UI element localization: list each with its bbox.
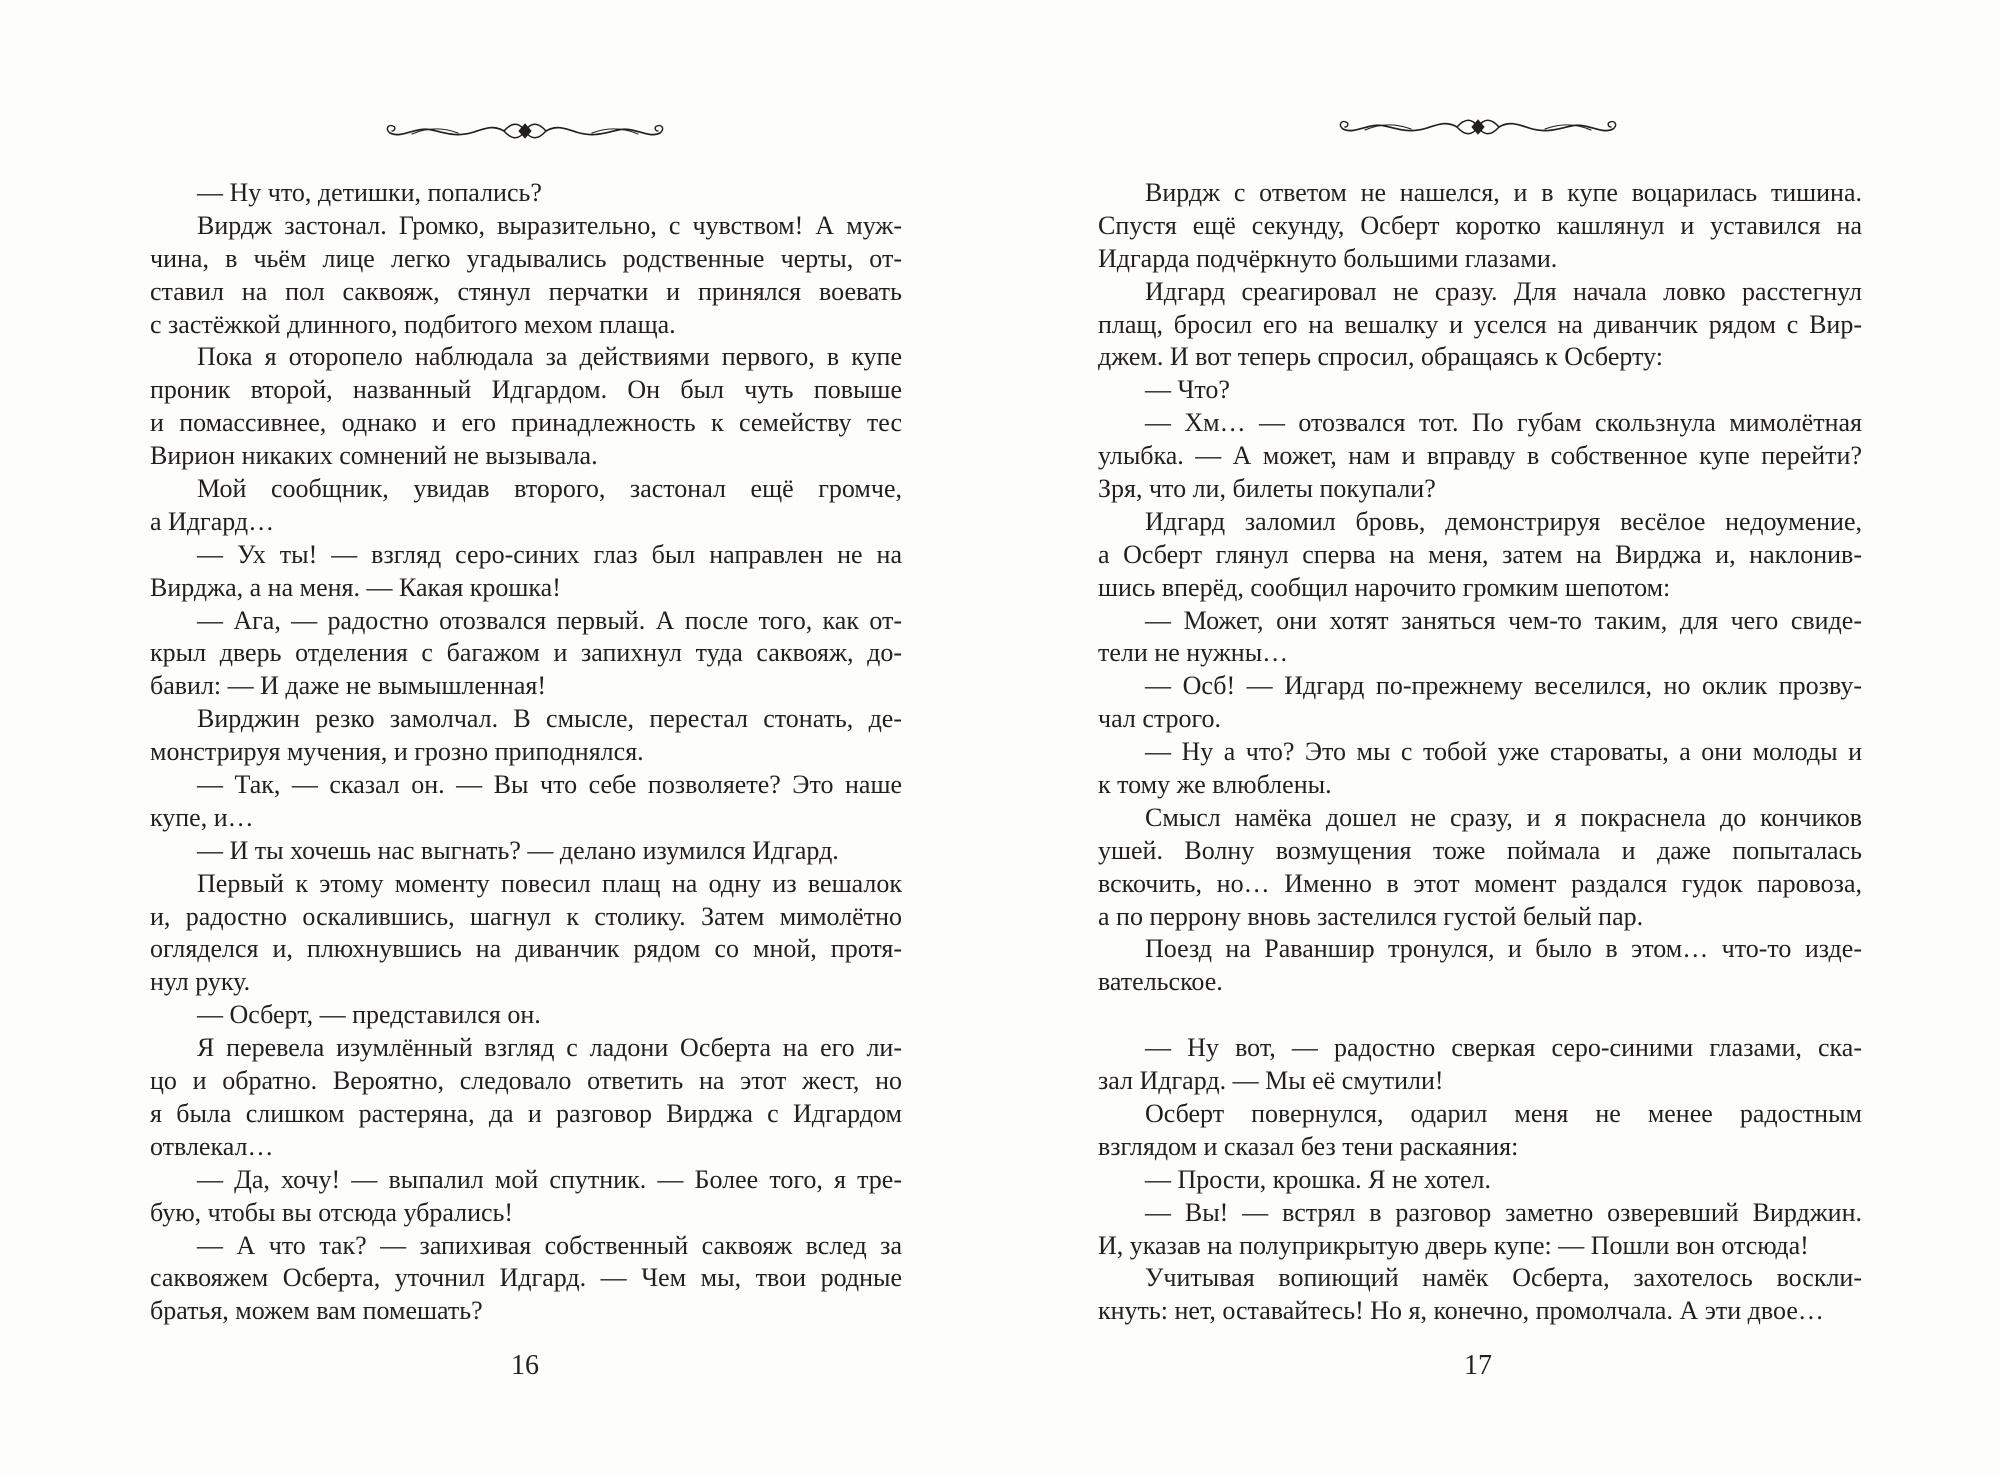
text-line: и, радостно оскалившись, шагнул к столику. Затем мимолётно: [150, 901, 902, 931]
paragraph: [1098, 1032, 1862, 1098]
paragraph: [150, 835, 902, 868]
text-line: Идгард среагировал не сразу. Для начала ловко расстегнул: [1145, 276, 1862, 306]
text-line: Осберт повернулся, одарил меня не менее радостным: [1145, 1098, 1862, 1128]
text-line: улыбка. — А может, нам и вправду в собственное купе перейти?: [1098, 441, 1862, 471]
text-line: шись вперёд, сообщил нарочито громким шепотом:: [1098, 572, 1671, 602]
paragraph: [1098, 177, 1862, 276]
ornament-divider: [380, 116, 670, 146]
text-line: кнуть: нет, оставайтесь! Но я, конечно, промолчала. А эти двое…: [1098, 1296, 1824, 1326]
text-line: — Ух ты! — взгляд серо-синих глаз был направлен не на: [197, 539, 902, 569]
text-line: бавил: — И даже не вымышленная!: [150, 671, 547, 701]
text-line: монстрируя мучения, и грозно приподнялся.: [150, 737, 644, 767]
paragraph: [1098, 670, 1862, 736]
text-line: с застёжкой длинного, подбитого мехом плаща.: [150, 309, 676, 339]
text-line: — Хм… — отозвался тот. По губам скользнула мимолётная: [1145, 408, 1862, 438]
paragraph: [150, 1230, 902, 1329]
paragraph: [150, 703, 902, 769]
text-line: а Осберт глянул сперва на меня, затем на Вирджа и, наклонив-: [1098, 539, 1862, 569]
text-line: джем. И вот теперь спросил, обращаясь к Осберту:: [1098, 342, 1663, 372]
text-line: — Ну что, детишки, попались?: [197, 178, 542, 207]
text-line: Учитывая вопиющий намёк Осберта, захотелось воскли-: [1145, 1263, 1862, 1293]
ornament-right-curl: [655, 126, 662, 133]
paragraph: [150, 1164, 902, 1230]
text-line: — И ты хочешь нас выгнать? — делано изумился Идгард.: [197, 835, 839, 865]
paragraph: [1098, 605, 1862, 671]
text-line: цо и обратно. Вероятно, следовало ответить на этот жест, но: [150, 1066, 902, 1096]
text-line: отвлекал…: [150, 1131, 274, 1161]
text-line: — Ага, — радостно отозвался первый. А после того, как от-: [197, 605, 902, 635]
text-line: крыл дверь отделения с багажом и запихнул туда саквояж, до-: [150, 638, 902, 668]
text-line: Вирджин резко замолчал. В смысле, перестал стонать, де-: [197, 704, 902, 734]
text-line: Спустя ещё секунду, Осберт коротко кашлянул и уставился на: [1098, 210, 1862, 240]
paragraph: [150, 473, 902, 539]
text-line: проник второй, названный Идгардом. Он был чуть повыше: [150, 375, 902, 405]
ornament-left-curl: [387, 126, 394, 133]
text-line: Я перевела изумлённый взгляд с ладони Осберта на его ли-: [197, 1033, 902, 1063]
ornament-left-curl: [1340, 122, 1347, 129]
paragraph: [150, 1032, 902, 1164]
text-line: Пока я оторопело наблюдала за действиями первого, в купе: [197, 342, 902, 372]
text-line: ушей. Волну возмущения тоже поймала и даже попыталась: [1098, 835, 1862, 865]
paragraph: [1098, 276, 1862, 375]
ornament-divider: [1333, 112, 1623, 142]
text-line: вательское.: [1098, 967, 1223, 997]
paragraph: [150, 769, 902, 835]
page-right: [1000, 0, 2000, 1474]
paragraph: [150, 999, 902, 1032]
ornament-left-flourish: [1343, 124, 1457, 131]
page-number: 17: [1464, 1350, 1492, 1381]
text-line: Зря, что ли, билеты покупали?: [1098, 474, 1436, 504]
page-number: 16: [511, 1350, 539, 1381]
text-line: ставил на пол саквояж, стянул перчатки и принялся воевать: [150, 276, 902, 306]
text-line: огляделся и, плюхнувшись на диванчик рядом со мной, протя-: [150, 934, 902, 964]
text-line: Первый к этому моменту повесил плащ на одну из вешалок: [197, 868, 902, 898]
text-line: — Прости, крошка. Я не хотел.: [1145, 1164, 1492, 1194]
paragraph: [1098, 374, 1862, 407]
text-line: — Осб! — Идгард по-прежнему веселился, но оклик прозву-: [1145, 671, 1862, 701]
paragraph: [150, 605, 902, 704]
text-line: Поезд на Раваншир тронулся, и было в этом… что-то изде-: [1145, 934, 1862, 964]
text-line: чал строго.: [1098, 704, 1222, 734]
text-line: плащ, бросил его на вешалку и уселся на диванчик рядом с Вир-: [1098, 309, 1862, 339]
text-line: — Вы! — встрял в разговор заметно озверевший Вирджин.: [1145, 1197, 1862, 1227]
paragraph: [1098, 1098, 1862, 1164]
text-line: Мой сообщник, увидав второго, застонал ещё громче,: [197, 474, 902, 504]
text-line: тели не нужны…: [1098, 638, 1289, 668]
text-line: Идгарда подчёркнуто большими глазами.: [1098, 243, 1558, 273]
text-line: а по перрону вновь застелился густой белый пар.: [1098, 901, 1644, 931]
paragraph: [150, 177, 902, 210]
ornament-right-curl: [1608, 122, 1615, 129]
paragraph: [1098, 506, 1862, 605]
text-line: а Идгард…: [150, 506, 275, 536]
text-line: к тому же влюблены.: [1098, 770, 1332, 800]
text-line: — Может, они хотят заняться чем-то таким, для чего свиде-: [1145, 605, 1862, 635]
paragraph: [1098, 407, 1862, 506]
text-line: — Осберт, — представился он.: [197, 1000, 541, 1030]
paragraph: [1098, 933, 1862, 999]
text-line: я была слишком растеряна, да и разговор Вирджа с Идгардом: [150, 1098, 902, 1128]
paragraph: [150, 868, 902, 1000]
text-line: — Что?: [1145, 375, 1230, 405]
page-text: [1098, 177, 1862, 1328]
text-line: Вирдж с ответом не нашелся, и в купе воцарилась тишина.: [1145, 178, 1862, 207]
paragraph: [1098, 802, 1862, 934]
text-line: — Так, — сказал он. — Вы что себе позволяете? Это наше: [197, 770, 902, 800]
text-line: Вирион никаких сомнений не вызывала.: [150, 441, 598, 471]
text-section: [1098, 1032, 1862, 1328]
text-line: братья, можем вам помешать?: [150, 1296, 483, 1326]
ornament-right-flourish: [546, 128, 660, 135]
paragraph: [1098, 736, 1862, 802]
text-line: — Ну вот, — радостно сверкая серо-синими глазами, ска-: [1145, 1033, 1862, 1063]
paragraph: [1098, 1262, 1862, 1328]
paragraph: [1098, 1197, 1862, 1263]
text-line: Идгард заломил бровь, демонстрируя весёлое недоумение,: [1145, 506, 1862, 536]
text-line: — А что так? — запихивая собственный саквояж вслед за: [197, 1230, 902, 1260]
text-line: зал Идгард. — Мы её смутили!: [1098, 1066, 1444, 1096]
paragraph: [150, 341, 902, 473]
text-line: купе, и…: [150, 802, 254, 832]
paragraph: [150, 539, 902, 605]
paragraph: [150, 210, 902, 342]
text-line: нул руку.: [150, 967, 251, 997]
text-section: [1098, 177, 1862, 999]
text-line: Вирджа, а на меня. — Какая крошка!: [150, 572, 561, 602]
text-line: вскочить, но… Именно в этот момент раздался гудок паровоза,: [1098, 868, 1862, 898]
text-line: И, указав на полуприкрытую дверь купе: — Пошли вон отсюда!: [1098, 1230, 1809, 1260]
text-line: Вирдж застонал. Громко, выразительно, с чувством! А муж-: [197, 210, 902, 240]
text-line: чина, в чьём лице легко угадывались родственные черты, от-: [150, 243, 902, 273]
text-line: саквояжем Осберта, уточнил Идгард. — Чем мы, твои родные: [150, 1263, 902, 1293]
text-line: — Ну а что? Это мы с тобой уже староваты, а они молоды и: [1145, 737, 1862, 767]
page-text: [150, 177, 902, 1328]
text-line: взглядом и сказал без тени раскаяния:: [1098, 1131, 1519, 1161]
text-line: и помассивнее, однако и его принадлежность к семейству тес: [150, 408, 902, 438]
text-line: бую, чтобы вы отсюда убрались!: [150, 1197, 514, 1227]
ornament-right-flourish: [1499, 124, 1613, 131]
text-line: Смысл намёка дошел не сразу, и я покраснела до кончиков: [1145, 802, 1862, 832]
paragraph: [1098, 1164, 1862, 1197]
text-section: [150, 177, 902, 1328]
text-line: — Да, хочу! — выпалил мой спутник. — Более того, я тре-: [197, 1164, 902, 1194]
ornament-left-flourish: [390, 128, 504, 135]
